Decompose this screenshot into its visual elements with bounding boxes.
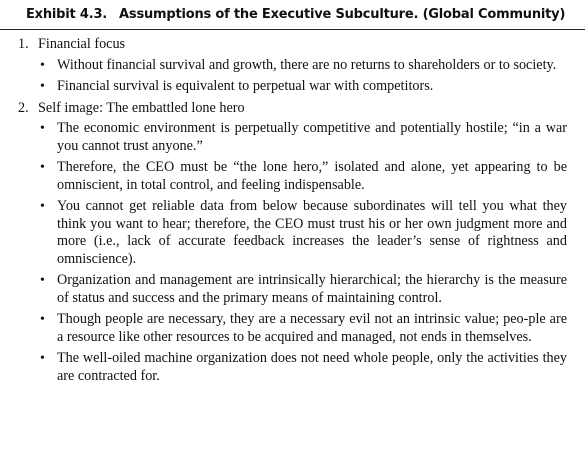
section-heading: Self image: The embattled lone hero <box>38 99 245 116</box>
section-financial-focus <box>0 36 585 96</box>
bullet-text: Organization and management are intrinsically hierarchical; the hierarchy is the measure of status and success and the primary means of maintaining control. <box>57 272 567 306</box>
bullet-icon: • <box>40 273 45 288</box>
exhibit-header <box>0 0 585 30</box>
bullet-item <box>38 78 575 96</box>
bullet-text: Therefore, the CEO must be “the lone hero,” isolated and alone, yet appearing to be omniscient, in total control, and feeling indispensable. <box>57 159 567 193</box>
bullet-icon: • <box>40 160 45 175</box>
bullet-icon: • <box>40 351 45 366</box>
bullet-icon: • <box>40 312 45 327</box>
bullet-item <box>38 120 575 155</box>
bullet-item <box>38 350 575 385</box>
section-number: 2. <box>18 99 29 116</box>
bullet-text: The well-oiled machine organization does not need whole people, only the activities they are contracted for. <box>57 350 567 384</box>
bullet-text: The economic environment is perpetually competitive and potentially hostile; “in a war you cannot trust anyone.” <box>57 120 567 154</box>
bullet-item <box>38 311 575 346</box>
section-number: 1. <box>18 36 29 52</box>
bullet-item <box>38 57 575 75</box>
bullet-list <box>38 57 575 96</box>
bullet-text: You cannot get reliable data from below because subordinates will tell you what they think you want to hear; therefore, the CEO must trust his or her own judgment more and more (i.e., lack of accurate feedback increases the leader’s sense of rightness and omniscience). <box>57 198 567 267</box>
section-self-image <box>0 100 585 386</box>
bullet-item <box>38 272 575 307</box>
bullet-icon: • <box>40 79 45 94</box>
bullet-item <box>38 198 575 268</box>
bullet-icon: • <box>40 57 45 73</box>
assumptions-list <box>0 36 585 389</box>
exhibit-number: Exhibit 4.3. <box>26 7 108 22</box>
bullet-icon: • <box>40 121 45 136</box>
bullet-text: Without financial survival and growth, there are no returns to shareholders or to society. <box>57 56 557 73</box>
section-heading: Financial focus <box>38 36 126 52</box>
exhibit-title: Assumptions of the Executive Subculture. (Global Community) <box>119 7 566 22</box>
bullet-item <box>38 159 575 194</box>
bullet-icon: • <box>40 199 45 214</box>
bullet-text: Financial survival is equivalent to perpetual war with competitors. <box>57 78 434 94</box>
bullet-text: Though people are necessary, they are a necessary evil not an intrinsic value; peo-ple are a resource like other resources to be acquired and managed, not ends in themselves. <box>57 311 567 345</box>
bullet-list <box>38 120 575 385</box>
